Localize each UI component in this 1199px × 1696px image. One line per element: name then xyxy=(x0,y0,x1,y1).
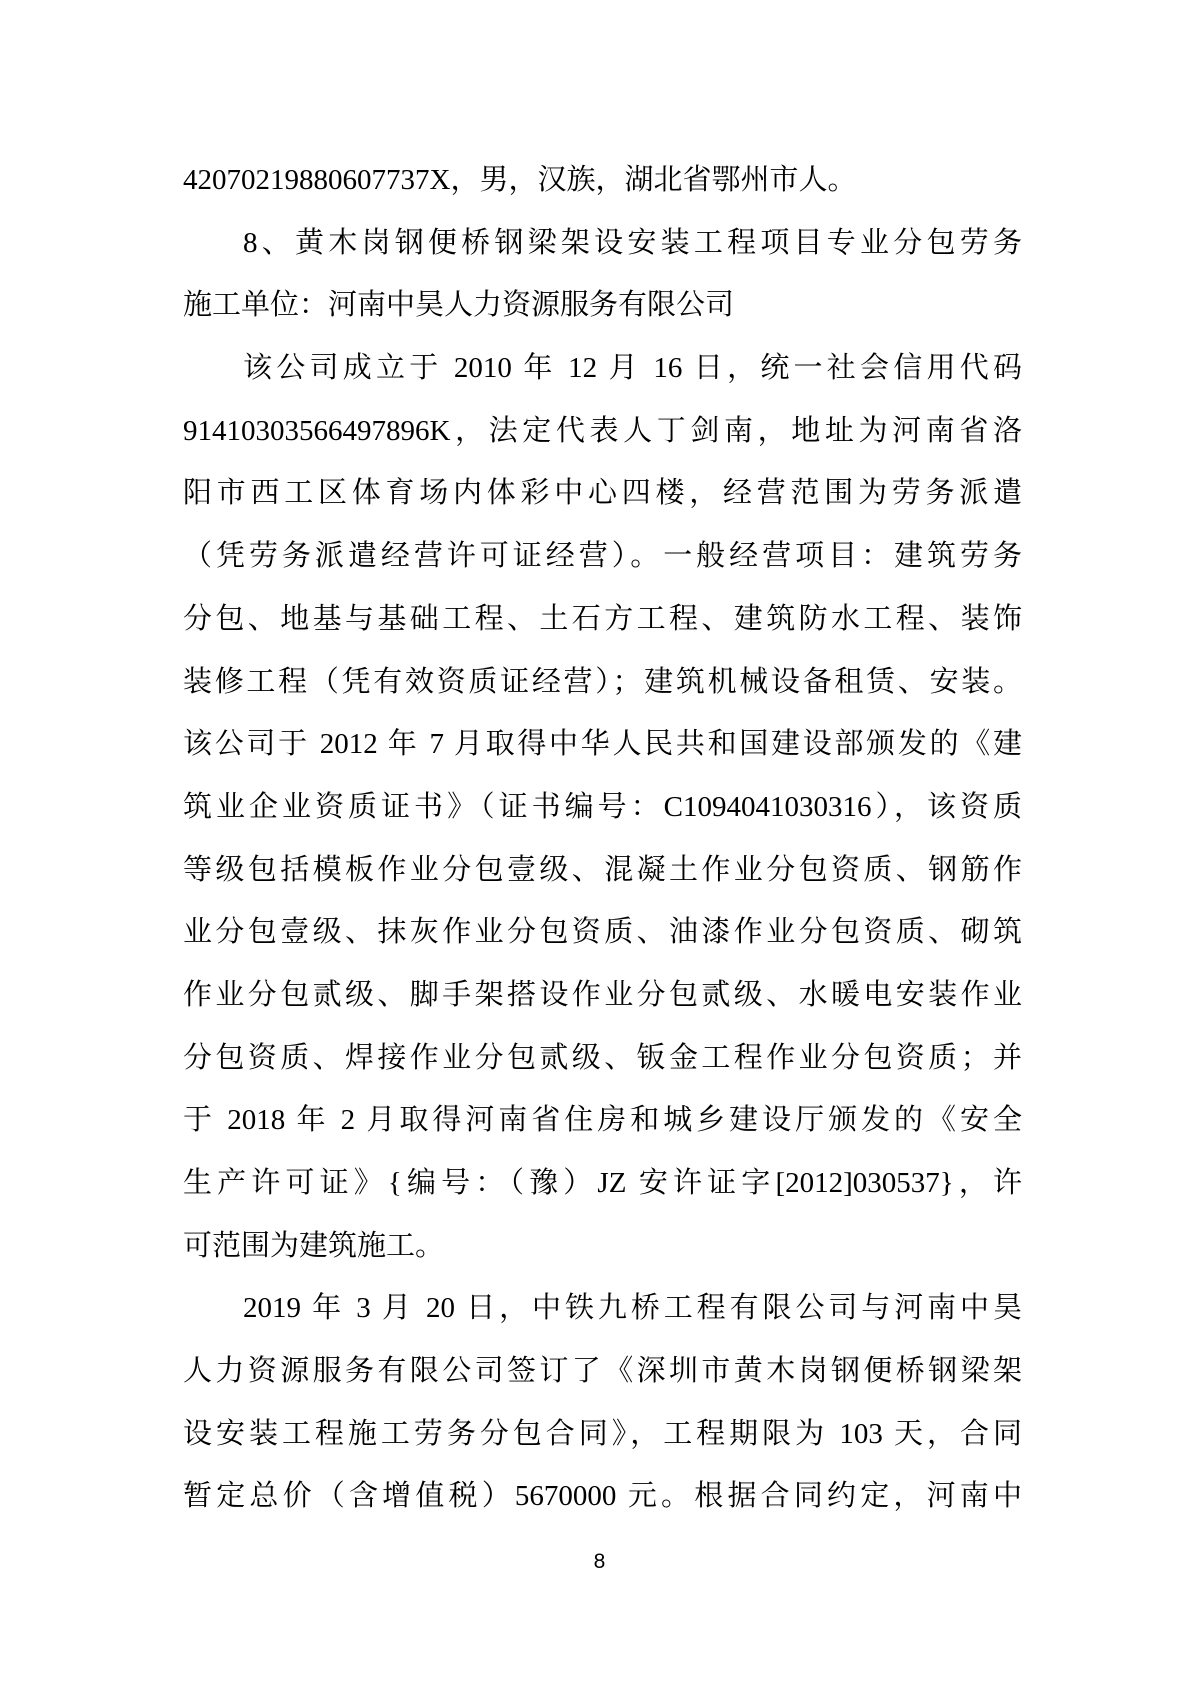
text-line: 8、黄木岗钢便桥钢梁架设安装工程项目专业分包劳务 xyxy=(243,226,1022,259)
text-line: 阳市西工区体育场内体彩中心四楼，经营范围为劳务派遣 xyxy=(183,477,1022,510)
text-line: 暂定总价（含增值税）5670000 元。根据合同约定，河南中 xyxy=(183,1480,1022,1513)
page-number: 8 xyxy=(593,1550,606,1573)
text-line: 等级包括模板作业分包壹级、混凝土作业分包资质、钢筋作 xyxy=(183,853,1022,886)
text-line: 作业分包贰级、脚手架搭设作业分包贰级、水暖电安装作业 xyxy=(183,978,1022,1011)
paragraph-section-8-heading xyxy=(183,212,1022,337)
document-text xyxy=(183,149,1022,1528)
paragraph-id-info xyxy=(183,149,1022,212)
text-line: （凭劳务派遣经营许可证经营）。一般经营项目：建筑劳务 xyxy=(183,540,1022,573)
text-line: 分包、地基与基础工程、土石方工程、建筑防水工程、装饰 xyxy=(183,602,1022,635)
text-line: 该公司于 2012 年 7 月取得中华人民共和国建设部颁发的《建 xyxy=(183,728,1022,761)
text-line: 设安装工程施工劳务分包合同》，工程期限为 103 天，合同 xyxy=(183,1417,1022,1450)
paragraph-company-profile xyxy=(183,337,1022,1277)
text-line: 42070219880607737X，男，汉族，湖北省鄂州市人。 xyxy=(183,164,857,196)
text-line: 人力资源服务有限公司签订了《深圳市黄木岗钢便桥钢梁架 xyxy=(183,1355,1022,1388)
text-line: 2019 年 3 月 20 日，中铁九桥工程有限公司与河南中昊 xyxy=(243,1292,1022,1325)
text-line: 业分包壹级、抹灰作业分包资质、油漆作业分包资质、砌筑 xyxy=(183,916,1022,949)
text-line: 可范围为建筑施工。 xyxy=(183,1229,445,1262)
text-line: 该公司成立于 2010 年 12 月 16 日，统一社会信用代码 xyxy=(243,352,1022,385)
text-line: 施工单位：河南中昊人力资源服务有限公司 xyxy=(183,289,735,322)
text-line: 装修工程（凭有效资质证经营）；建筑机械设备租赁、安装。 xyxy=(183,665,1022,698)
text-line: 筑业企业资质证书》（证书编号：C1094041030316），该资质 xyxy=(183,790,1022,823)
paragraph-contract-info xyxy=(183,1277,1022,1528)
text-line: 分包资质、焊接作业分包贰级、钣金工程作业分包资质；并 xyxy=(183,1041,1022,1074)
text-line: 于 2018 年 2 月取得河南省住房和城乡建设厅颁发的《安全 xyxy=(183,1104,1022,1137)
text-line: 91410303566497896K，法定代表人丁剑南，地址为河南省洛 xyxy=(183,414,1022,447)
text-line: 生产许可证》{编号：（豫）JZ 安许证字[2012]030537}，许 xyxy=(183,1167,1022,1199)
